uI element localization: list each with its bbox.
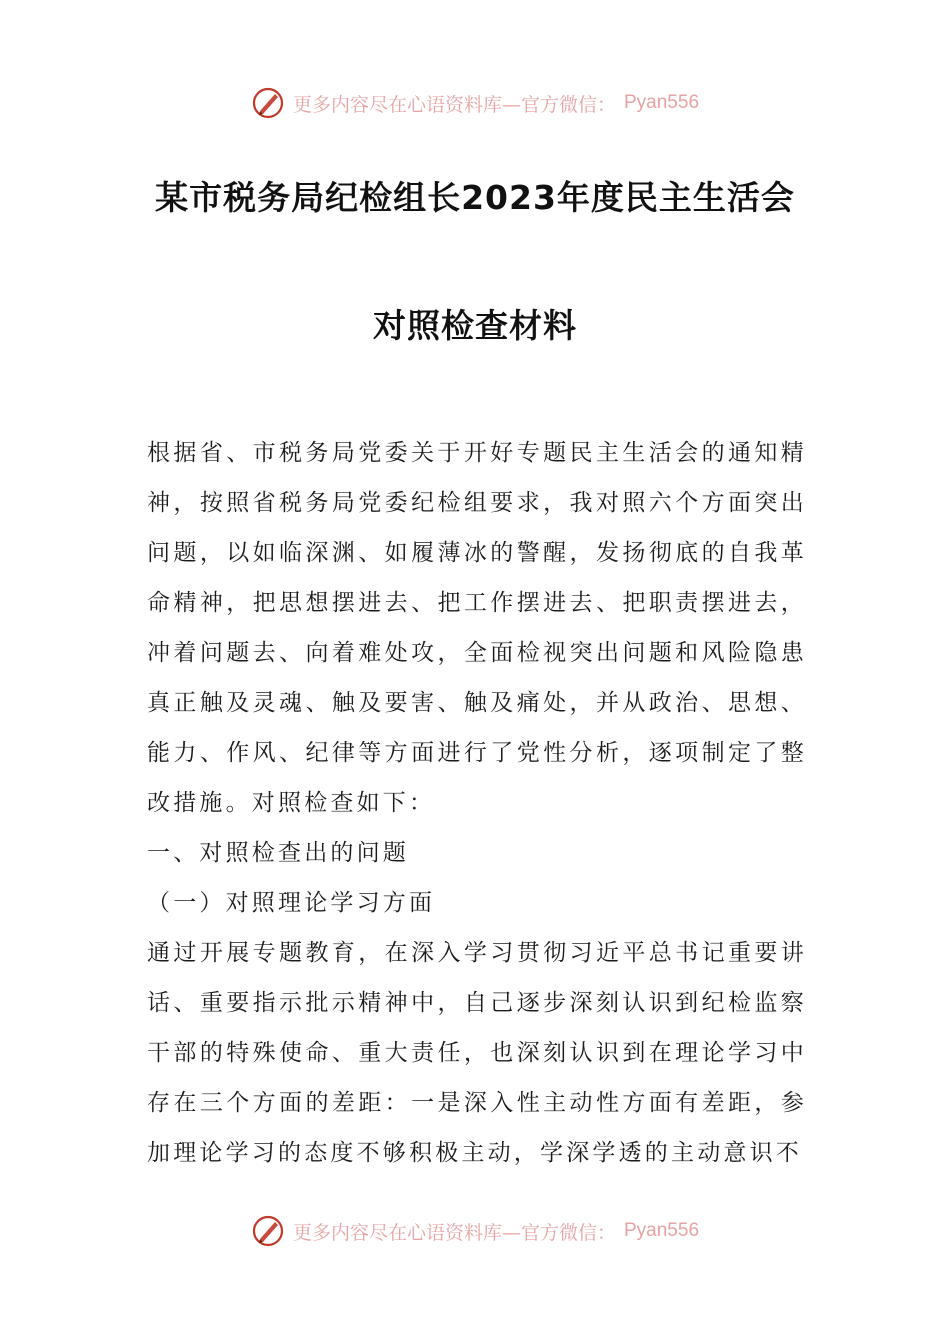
document-subtitle: 对照检查材料 — [373, 306, 577, 345]
watermark-handle: Pyan556 — [624, 92, 700, 113]
pen-circle-icon — [251, 86, 285, 120]
watermark-header — [0, 86, 950, 120]
paragraph-theory-study: 通过开展专题教育，在深入学习贯彻习近平总书记重要讲话、重要指示批示精神中，自己逐步深刻认识到纪检监察干部的特殊使命、重大责任，也深刻认识到在理论学习中存在三个方面的差距：一是深入性主动性方面有差距，参加理论学习的态度不够积极主动，学深学透的主动意识不 — [147, 940, 807, 1166]
subsection-heading: （一）对照理论学习方面 — [147, 890, 436, 916]
watermark-text: 更多内容尽在心语资料库—官方微信： — [292, 93, 616, 116]
watermark-text: 更多内容尽在心语资料库—官方微信： — [292, 1221, 616, 1244]
watermark-footer — [0, 1214, 950, 1248]
document-body — [147, 428, 807, 1178]
section-heading: 一、对照检查出的问题 — [147, 840, 409, 866]
pen-circle-icon — [251, 1214, 285, 1248]
document-title: 某市税务局纪检组长2023年度民主生活会 — [155, 178, 795, 217]
paragraph-intro: 根据省、市税务局党委关于开好专题民主生活会的通知精神，按照省税务局党委纪检组要求，我对照六个方面突出问题，以如临深渊、如履薄冰的警醒，发扬彻底的自我革命精神，把思想摆进去、把工作摆进去、把职责摆进去，冲着问题去、向着难处攻，全面检视突出问题和风险隐患真正触及灵魂、触及要害、触及痛处，并从政治、思想、能力、作风、纪律等方面进行了党性分析，逐项制定了整改措施。对照检查如下： — [147, 440, 807, 816]
watermark-handle: Pyan556 — [624, 1220, 700, 1241]
